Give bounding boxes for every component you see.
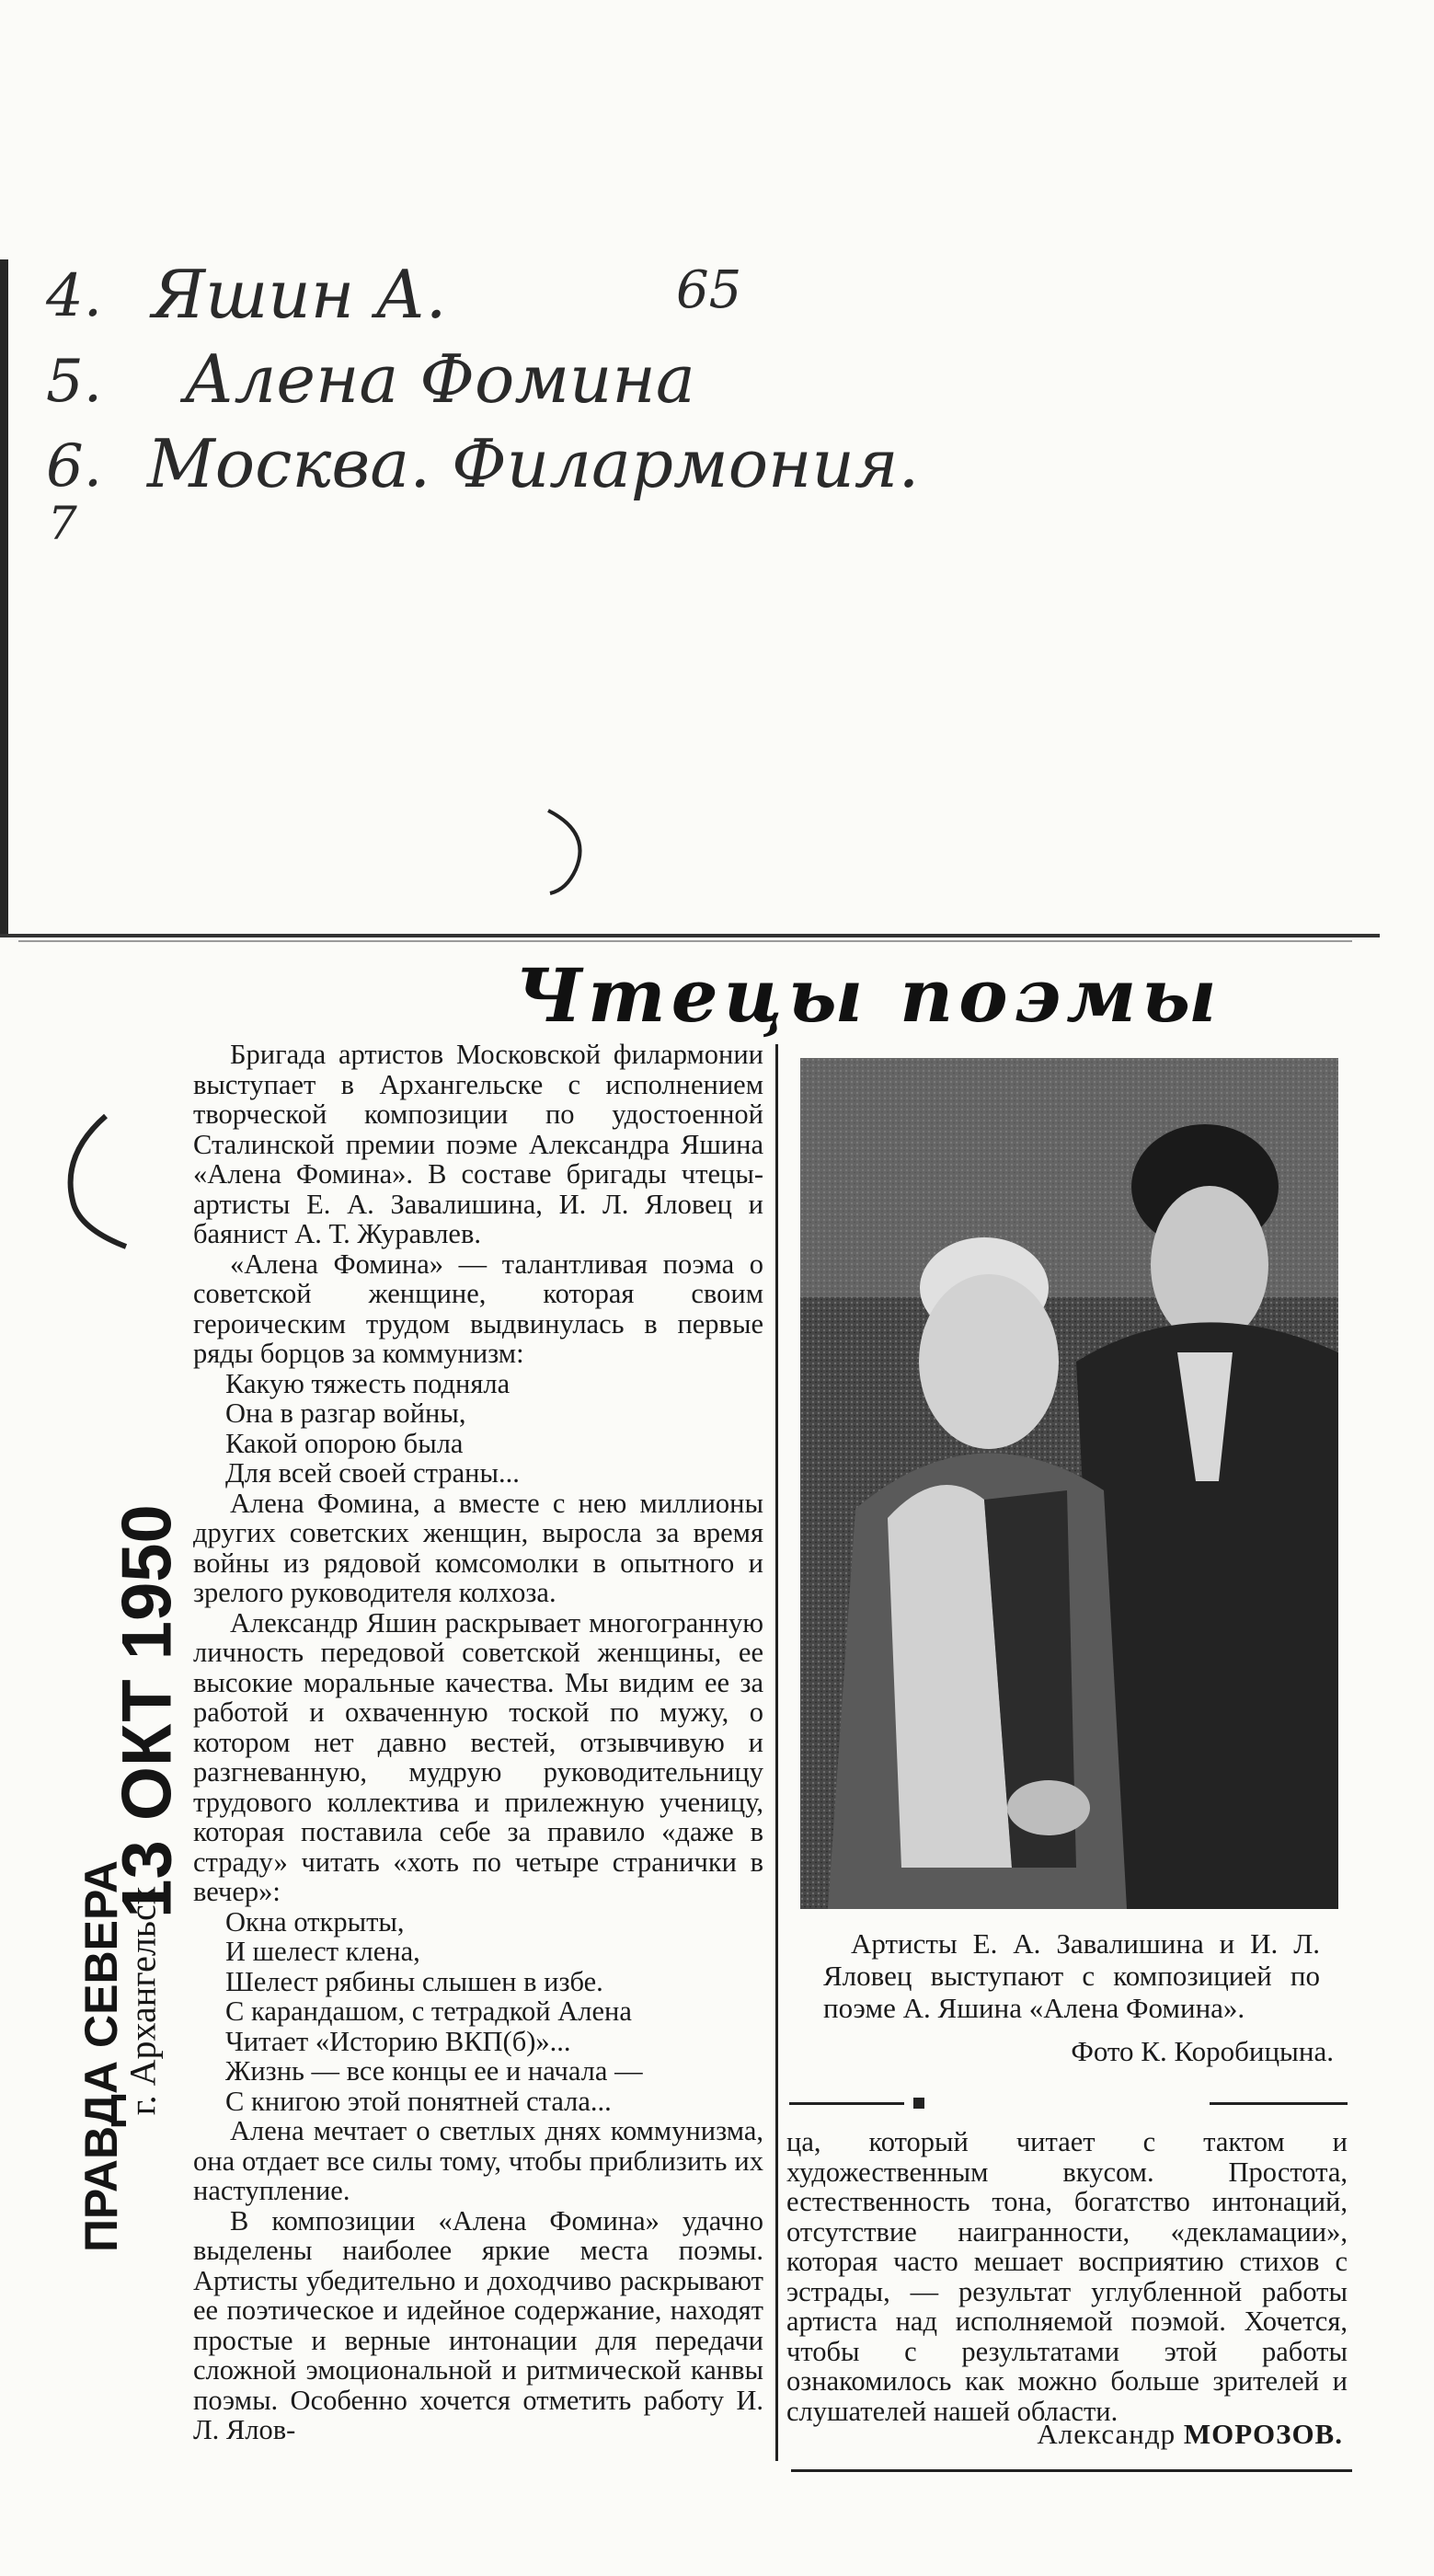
- article-author: [975, 2418, 1343, 2455]
- photo-caption-text: Артисты Е. А. Завалишина и И. Л. Яловец выступают с композицией по поэме А. Яшина «Алена Фомина».: [823, 1927, 1320, 2024]
- column-rule: [775, 1044, 778, 2461]
- photo-credit: Фото К. Коробицына.: [1071, 2035, 1334, 2067]
- note-card-bottom-edge: [0, 934, 1380, 937]
- note-line-text: Яшин А.: [152, 256, 447, 333]
- clipping-top-rule: [18, 940, 1352, 942]
- article-paragraph: Бригада артистов Московской филармонии выступает в Архангельске с исполнением творческой композиции по удостоенной Сталинской премии поэме Александра Яшина «Алена Фомина». В составе бригады чтецы-артисты Е. А. Завалишина, И. Л. Яловец и баянист А. Т. Журавлев.: [193, 1040, 763, 1249]
- verse-line: Жизнь — все концы ее и начала —: [225, 2055, 643, 2087]
- article-paragraph: Александр Яшин раскрывает многогранную личность передовой советской женщины, ее высокие моральные качества. Мы видим ее за работой и охваченную тоской по мужу, о котором нет давно вестей, отзывчивую и разгневанную, мудрую руководительницу трудового коллектива и прилежную ученицу, которая поставила себе за правило «даже в страду» читать «хоть по четыре странички в вечер»:: [193, 1606, 763, 1907]
- note-line-text: Москва. Филармония.: [147, 425, 920, 502]
- note-line-number: 5.: [46, 348, 103, 416]
- city-stamp-text: г. Архангельск: [121, 1886, 164, 2116]
- article-paragraph: «Алена Фомина» — талантливая поэма о советской женщине, которая своим героическим трудом выдвинулась в первые ряды борцов за коммунизм:: [193, 1248, 763, 1369]
- newspaper-name-text: ПРАВДА СЕВЕРА: [75, 1859, 127, 2253]
- verse-line: С книгою этой понятней стала...: [225, 2085, 612, 2117]
- note-line-number: 6.: [46, 432, 103, 500]
- pencil-bracket-mark: [541, 805, 596, 897]
- article-paragraph: Алена мечтает о светлых днях коммунизма, она отдает все силы тому, чтобы приблизить их наступление.: [193, 2115, 763, 2206]
- verse-line: Для всей своей страны...: [225, 1457, 520, 1489]
- note-line-number: 4.: [46, 262, 103, 330]
- note-line-number: 7: [48, 497, 77, 550]
- article-headline: Чтецы поэмы: [515, 952, 1222, 1039]
- article-continuation: ца, который читает с тактом и художественным вкусом. Простота, естественность тона, богатство интонаций, отсутствие наигранности, «декламации», которая часто мешает восприятию стихов с эстрады, — результат углубленной работы артиста над исполняемой поэмой. Хочется, чтобы с результатами этой работы ознакомилось как можно больше зрителей и слушателей нашей области.: [786, 2126, 1348, 2427]
- verse-line: Читает «Историю ВКП(б)»...: [225, 2025, 571, 2057]
- verse-line: Она в разгар войны,: [225, 1397, 466, 1429]
- author-last-name: МОРОЗОВ.: [1183, 2418, 1343, 2450]
- verse-line: Окна открыты,: [225, 1905, 405, 1938]
- note-line-text: Алена Фомина: [184, 340, 695, 418]
- artists-photo: [800, 1058, 1338, 1909]
- verse-line: С карандашом, с тетрадкой Алена: [225, 1995, 632, 2027]
- author-first-name: Александр: [1037, 2418, 1176, 2450]
- city-stamp: [110, 1858, 175, 2144]
- verse-line: Какой опорою была: [225, 1427, 464, 1459]
- section-divider-left: [789, 2102, 904, 2105]
- article-paragraph: Алена Фомина, а вместе с нею миллионы других советских женщин, выросла за время войны из рядовой комсомолки в опытного и зрелого руководителя колхоза.: [193, 1487, 763, 1608]
- date-stamp-text: 13 ОКТ 1950: [108, 1504, 187, 1918]
- clipping-bottom-rule: [791, 2469, 1352, 2472]
- article-right-column: [786, 2126, 1348, 2427]
- verse-line: И шелест клена,: [225, 1936, 420, 1967]
- verse-quote-2: [225, 1907, 763, 2117]
- verse-quote-1: [225, 1369, 763, 1489]
- section-divider-square: [913, 2098, 924, 2109]
- verse-line: Какую тяжесть подняла: [225, 1367, 511, 1399]
- note-card-left-edge: [0, 259, 8, 936]
- verse-line: Шелест рябины слышен в избе.: [225, 1965, 603, 1997]
- section-divider-right: [1210, 2102, 1348, 2105]
- article-left-column: [193, 1040, 763, 2502]
- note-page-number: 65: [676, 260, 742, 320]
- margin-pencil-mark: [51, 1109, 133, 1256]
- article-paragraph: В композиции «Алена Фомина» удачно выделены наиболее яркие места поэмы. Артисты убедительно и доходчиво раскрывают ее поэтическое и идейное содержание, находят простые и верные интонации для передачи сложной эмоциональной и ритмической канвы поэмы. Особенно хочется отметить работу И. Л. Ялов-: [193, 2204, 763, 2445]
